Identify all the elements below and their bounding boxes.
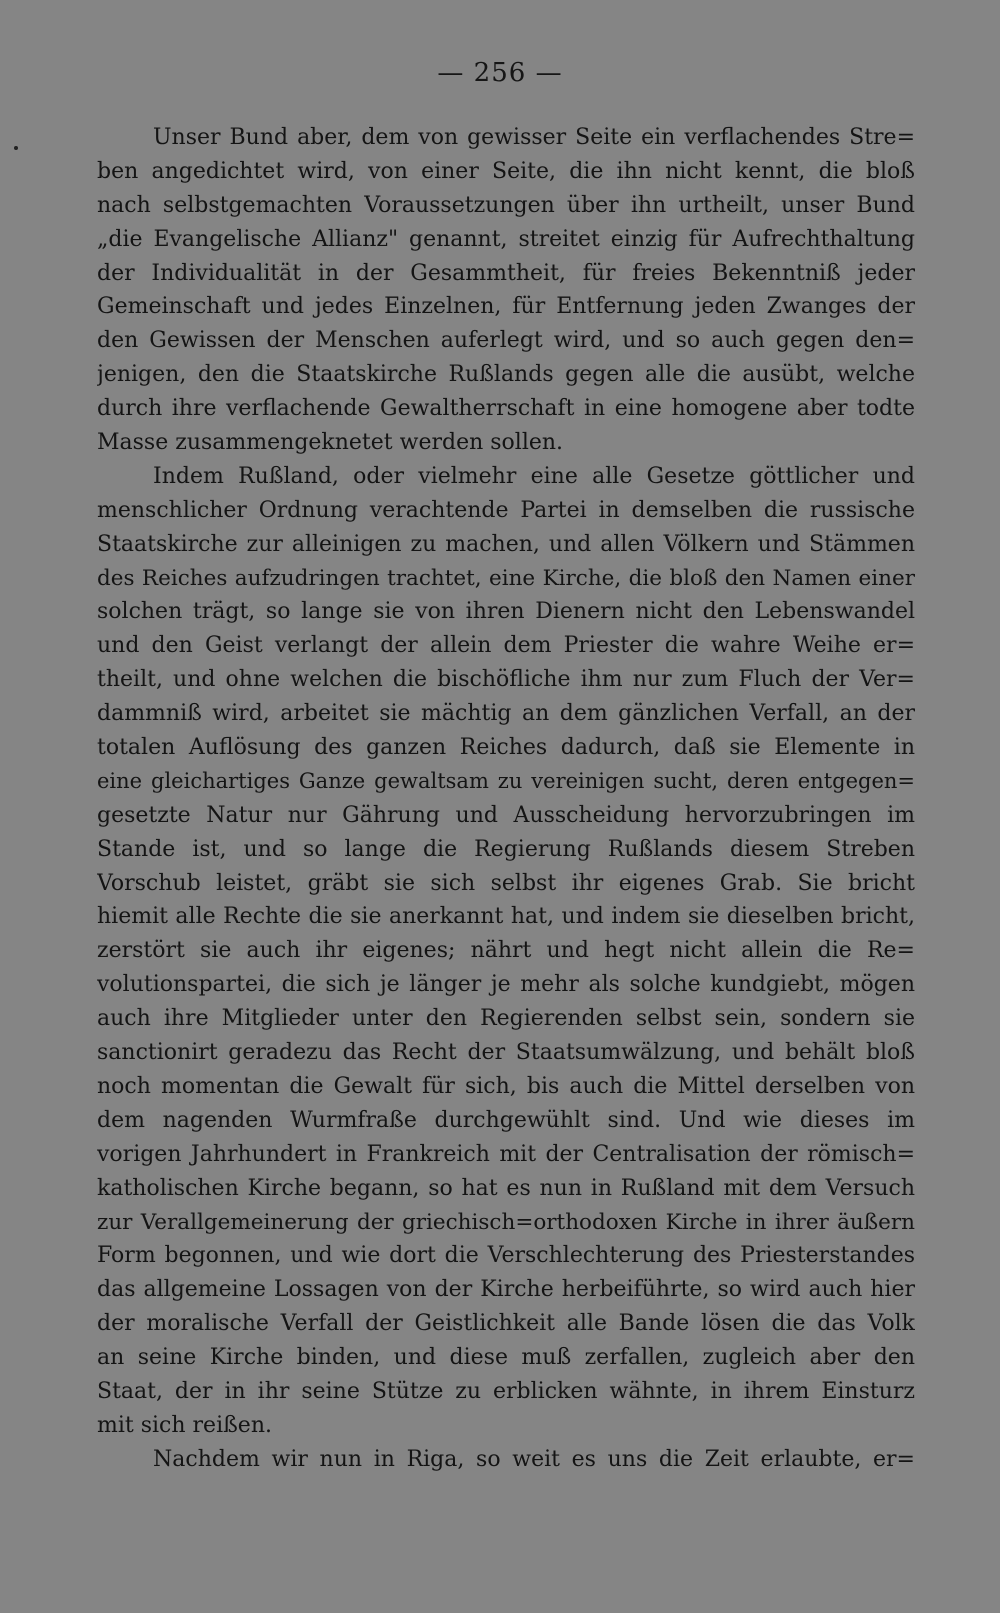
text-line: Indem Rußland, oder vielmehr eine alle Gesetze göttlicher und [153, 463, 915, 489]
text-line: das allgemeine Lossagen von der Kirche herbeiführte, so wird auch hier [97, 1277, 915, 1303]
text-line: eine gleichartiges Ganze gewaltsam zu vereinigen sucht, deren entgegen= [97, 768, 915, 793]
text-line: Form begonnen, und wie dort die Verschlechterung des Priesterstandes [97, 1243, 915, 1269]
text-line: volutionspartei, die sich je länger je mehr als solche kundgiebt, mögen [97, 972, 915, 998]
text-line: noch momentan die Gewalt für sich, bis auch die Mittel derselben von [97, 1073, 915, 1099]
text-line: und den Geist verlangt der allein dem Priester die wahre Weihe er= [97, 633, 915, 659]
text-line: Masse zusammengeknetet werden sollen. [97, 430, 564, 456]
text-line: „die Evangelische Allianz" genannt, streitet einzig für Aufrechthaltung [97, 226, 915, 252]
text-line: solchen trägt, so lange sie von ihren Dienern nicht den Lebenswandel [97, 599, 915, 625]
text-line: der Individualität in der Gesammtheit, für freies Bekenntniß jeder [97, 260, 915, 286]
text-line: hiemit alle Rechte die sie anerkannt hat, und indem sie dieselben bricht, [97, 904, 915, 930]
margin-speck [14, 146, 18, 150]
text-line: Stande ist, und so lange die Regierung Rußlands diesem Streben [97, 836, 915, 862]
body-text [97, 121, 915, 1477]
text-line: zur Verallgemeinerung der griechisch=orthodoxen Kirche in ihrer äußern [97, 1209, 915, 1235]
text-line: der moralische Verfall der Geistlichkeit alle Bande lösen die das Volk [97, 1311, 915, 1337]
text-line: menschlicher Ordnung verachtende Partei in demselben die russische [97, 497, 915, 523]
text-line: an seine Kirche binden, und diese muß zerfallen, zugleich aber den [97, 1345, 915, 1371]
text-line: Gemeinschaft und jedes Einzelnen, für Entfernung jeden Zwanges der [97, 294, 915, 320]
text-line: jenigen, den die Staatskirche Rußlands gegen alle die ausübt, welche [97, 362, 915, 388]
text-line: Vorschub leistet, gräbt sie sich selbst ihr eigenes Grab. Sie bricht [97, 870, 915, 896]
text-line: theilt, und ohne welchen die bischöfliche ihm nur zum Fluch der Ver= [97, 667, 915, 693]
text-line: katholischen Kirche begann, so hat es nun in Rußland mit dem Versuch [97, 1175, 915, 1201]
text-line: dammniß wird, arbeitet sie mächtig an dem gänzlichen Verfall, an der [97, 701, 915, 727]
text-line: Nachdem wir nun in Riga, so weit es uns die Zeit erlaubte, er= [153, 1446, 915, 1472]
text-line: nach selbstgemachten Voraussetzungen über ihn urtheilt, unser Bund [97, 192, 915, 218]
text-line: auch ihre Mitglieder unter den Regierenden selbst sein, sondern sie [97, 1006, 915, 1032]
text-line: dem nagenden Wurmfraße durchgewühlt sind. Und wie dieses im [97, 1107, 915, 1133]
text-line: den Gewissen der Menschen auferlegt wird, und so auch gegen den= [97, 328, 915, 354]
text-line: ben angedichtet wird, von einer Seite, die ihn nicht kennt, die bloß [97, 158, 915, 184]
text-line: durch ihre verflachende Gewaltherrschaft in eine homogene aber todte [97, 396, 915, 422]
text-line: sanctionirt geradezu das Recht der Staatsumwälzung, und behält bloß [97, 1040, 915, 1066]
text-line: Staatskirche zur alleinigen zu machen, und allen Völkern und Stämmen [97, 531, 915, 557]
text-line: Unser Bund aber, dem von gewisser Seite ein verflachendes Stre= [153, 125, 915, 150]
text-line: Staat, der in ihr seine Stütze zu erblicken wähnte, in ihrem Einsturz [97, 1378, 915, 1404]
text-line: vorigen Jahrhundert in Frankreich mit der Centralisation der römisch= [97, 1141, 915, 1167]
page-number: — 256 — [437, 58, 563, 88]
text-line: totalen Auflösung des ganzen Reiches dadurch, daß sie Elemente in [97, 735, 915, 761]
text-line: mit sich reißen. [97, 1412, 272, 1438]
text-line: gesetzte Natur nur Gährung und Ausscheidung hervorzubringen im [97, 802, 915, 828]
text-line: des Reiches aufzudringen trachtet, eine Kirche, die bloß den Namen einer [97, 565, 915, 591]
text-line: zerstört sie auch ihr eigenes; nährt und hegt nicht allein die Re= [97, 938, 915, 964]
